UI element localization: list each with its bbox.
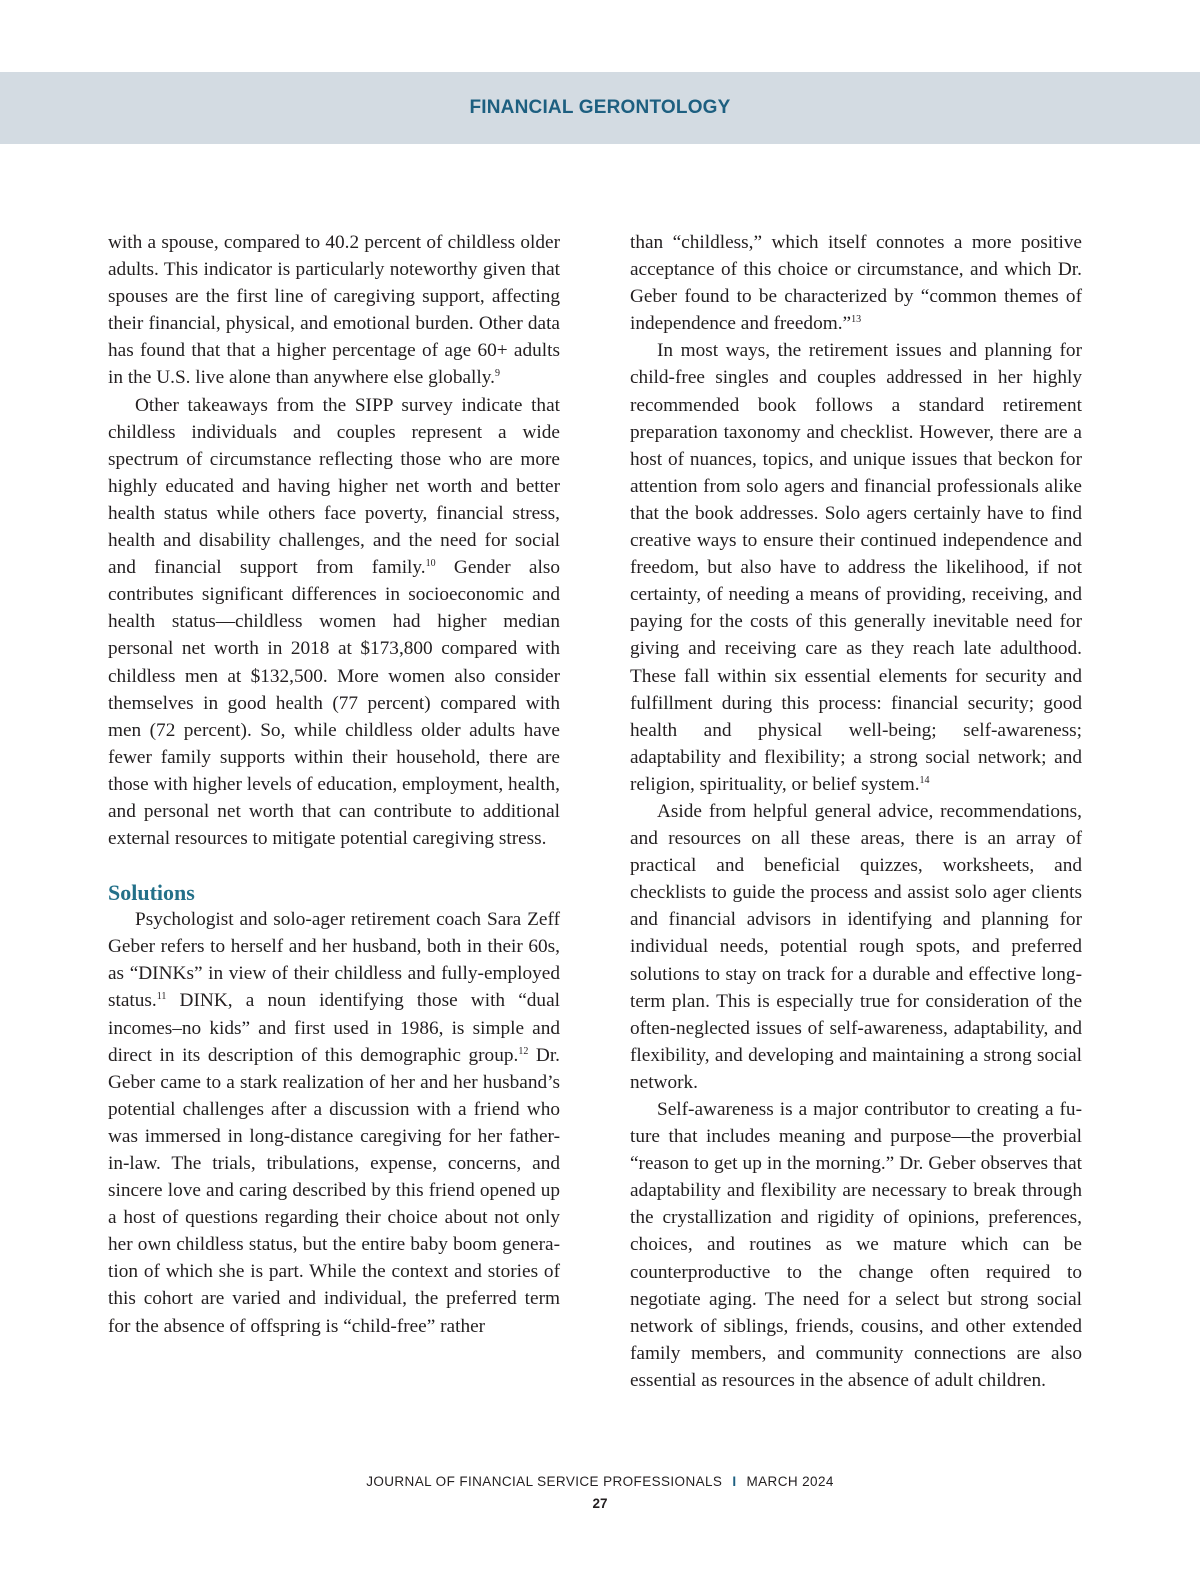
paragraph: [108, 392, 560, 853]
footnote-ref: 14: [919, 774, 930, 786]
paragraph-text: Gender also contributes significant differences in socioeconomic and health status—childless women had higher median personal net worth in 2018 at $173,800 compared with childless men at $132,500. More women also consider themselves in good health (77 percent) compared with men (72 percent). So, while childless older adults have fewer family supports within their household, there are those with higher levels of education, employment, health, and personal net worth that can contribute to additional external resources to mitigate potential caregiving stress.: [108, 557, 560, 850]
paragraph: [630, 229, 1082, 337]
paragraph: [108, 906, 560, 1340]
page-number: 27: [592, 1496, 608, 1511]
left-column: [108, 229, 560, 1340]
paragraph: Self-awareness is a major contributor to creating a future that includes meaning and purpose—the proverbial “reason to get up in the morning.” Dr. Geber observes that adaptability and flexibility are necessary to break through the crystallization and rigidity of opinions, preferences, choices, and routines as we mature which can be counterproductive to the change often required to negotiate aging. The need for a select but strong social network of siblings, friends, cousins, and other extended family members, and community connections are also essential as resources in the absence of adult children.: [630, 1099, 1082, 1391]
footer-line: [0, 1474, 1200, 1489]
paragraph: [630, 337, 1082, 798]
footer-separator: I: [732, 1474, 737, 1489]
section-banner: [0, 72, 1200, 144]
footnote-ref: 13: [851, 314, 862, 326]
right-column: [630, 229, 1082, 1394]
section-title: FINANCIAL GERONTOLOGY: [469, 97, 731, 118]
footnote-ref: 9: [494, 368, 500, 380]
paragraph-text: than “childless,” which itself connotes a more positive acceptance of this choice or circumstance, and which Dr. Geber found to be characterized by “common themes of independence and freedom.”: [630, 232, 1082, 335]
paragraph-text: In most ways, the retirement issues and planning for child-free singles and couples addressed in her highly recommended book follows a standard retirement preparation taxonomy and checklist. However, there are a host of nuances, topics, and unique issues that beckon for attention from solo agers and financial professionals alike that the book addresses. Solo agers certainly have to find creative ways to ensure their continued independence and freedom, but also have to address the likelihood, if not certainty, of needing a means of providing, receiving, and paying for the costs of this generally inevitable need for giving and receiving care as they reach late adulthood. These fall within six essential elements for security and fulfillment during this process: financial security; good health and physical well-being; self-awareness; adaptability and flexibility; a strong social network; and religion, spirituality, or belief system.: [630, 340, 1082, 795]
paragraph: [108, 229, 560, 392]
footnote-ref: 11: [156, 991, 167, 1003]
paragraph-text: with a spouse, compared to 40.2 percent of childless older adults. This indicator is particularly noteworthy given that spouses are the first line of caregiving support, affecting their financial, physical, and emotional burden. Other data has found that that a higher percentage of age 60+ adults in the U.S. live alone than anywhere else globally.: [108, 232, 560, 389]
issue-date: MARCH 2024: [746, 1474, 834, 1489]
journal-name: JOURNAL OF FINANCIAL SERVICE PROFESSIONALS: [366, 1474, 723, 1489]
footnote-ref: 10: [425, 558, 436, 570]
paragraph-text: Other takeaways from the SIPP survey indicate that childless individuals and couples represent a wide spectrum of circumstance reflecting those who are more highly educated and having higher net worth and better health status while others face poverty, financial stress, health and disability challenges, and the need for social and financial support from family.: [108, 394, 560, 579]
page-footer: [0, 1474, 1200, 1511]
footnote-ref: 12: [518, 1045, 529, 1057]
section-heading: Solutions: [108, 880, 195, 906]
paragraph-text: Psychologist and solo-ager retirement coach Sara Zeff Geber refers to herself and her husband, both in their 60s, as “DINKs” in view of their childless and fully-employed status.: [108, 909, 560, 1012]
paragraph: Aside from helpful general advice, recommendations, and resources on all these areas, there is an array of practical and beneficial quizzes, worksheets, and checklists to guide the process and assist solo ager clients and financial advisors in identifying and planning for individual needs, potential rough spots, and preferred solutions to stay on track for a durable and effective long-term plan. This is especially true for consideration of the often-neglected issues of self-awareness, adaptability, and flexibility, and developing and maintaining a strong social network.: [630, 800, 1082, 1093]
paragraph-text: DINK, a noun identifying those with “dual incomes–no kids” and first used in 1986, is simple and direct in its description of this demographic group.: [108, 990, 560, 1066]
paragraph-text: Dr. Geber came to a stark realization of her and her husband’s potential challenges after a discussion with a friend who was immersed in long-distance caregiving for her father-in-law. The trials, tribulations, expense, concerns, and sincere love and caring described by this friend opened up a host of questions regarding their choice about not only her own childless status, but the entire baby boom generation of which she is part. While the context and stories of this cohort are varied and individual, the preferred term for the absence of offspring is “child-free” rather: [108, 1044, 561, 1337]
